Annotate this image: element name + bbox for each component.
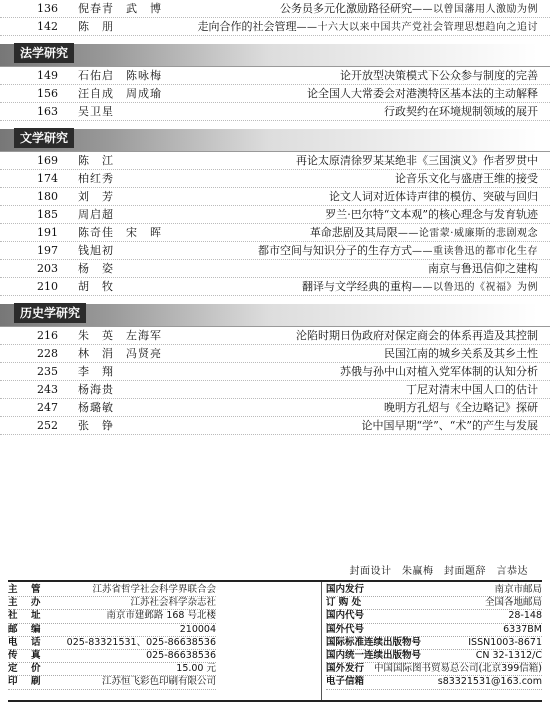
- imprint-value: 28-148: [508, 610, 542, 622]
- imprint-row: [326, 676, 542, 689]
- imprint-row: [8, 663, 216, 676]
- entry-main-title: 走向合作的社会管理: [197, 20, 297, 33]
- entry-title: [296, 152, 538, 169]
- imprint-row: [326, 584, 542, 597]
- imprint-row: [8, 676, 216, 689]
- entry-authors: 杨璐敏: [78, 401, 114, 414]
- toc-entry[interactable]: [0, 381, 550, 399]
- entry-authors: 陈奇佳 宋 晖: [78, 226, 162, 239]
- entry-title: [310, 224, 538, 242]
- imprint-row: [326, 663, 542, 676]
- toc-entry[interactable]: [0, 399, 550, 417]
- entry-main-title: 行政契约在环境规制领域的展开: [384, 105, 538, 118]
- page-number: 174: [37, 172, 58, 185]
- imprint-key: 国内统一连续出版物号: [326, 649, 422, 661]
- entry-subtitle: ——十六大以来中国共产党社会管理思想趋向之追讨: [296, 22, 538, 33]
- toc-entry[interactable]: [0, 152, 550, 170]
- page-number: 180: [37, 190, 58, 203]
- toc-entry[interactable]: [0, 188, 550, 206]
- page-number: 210: [37, 280, 58, 293]
- entry-title: [384, 345, 538, 362]
- imprint-row: [326, 637, 542, 650]
- imprint-key: 国内发行: [326, 584, 365, 595]
- imprint-value: 南京市建邺路 168 号北楼: [106, 610, 216, 622]
- imprint-key: 国内代号: [326, 610, 365, 622]
- entry-main-title: 论文人词对近体诗声律的模仿、突破与回归: [329, 190, 538, 203]
- toc-entry[interactable]: [0, 103, 550, 121]
- page-number: 191: [37, 226, 58, 239]
- imprint-value: 6337BM: [503, 623, 542, 635]
- imprint-row: [326, 650, 542, 663]
- entry-title: [428, 260, 538, 277]
- entry-main-title: 苏俄与孙中山对植入党军体制的认知分析: [340, 365, 538, 378]
- entry-title: [384, 103, 538, 120]
- entry-authors: 石佑启 陈咏梅: [78, 69, 162, 82]
- entry-authors: 吴卫星: [78, 105, 114, 118]
- imprint-value: 15.00 元: [176, 663, 216, 675]
- imprint-value: 江苏社会科学杂志社: [130, 597, 216, 609]
- section-header: [0, 296, 550, 327]
- toc-entry[interactable]: [0, 85, 550, 103]
- imprint-value: s83321531@163.com: [437, 676, 542, 688]
- page-number: 163: [37, 105, 58, 118]
- page-number: 235: [37, 365, 58, 378]
- entry-subtitle: ——以鲁迅的《祝福》为例: [412, 282, 538, 293]
- section-header: [0, 36, 550, 67]
- imprint-key: 订 购 处: [326, 597, 362, 609]
- entry-title: [384, 399, 538, 416]
- imprint-key: 电 话: [8, 636, 43, 648]
- toc-entry[interactable]: [0, 67, 550, 85]
- imprint-row: [8, 597, 216, 610]
- imprint-row: [8, 650, 216, 663]
- entry-main-title: 南京与鲁迅信仰之建构: [428, 262, 538, 275]
- entry-title: [362, 417, 539, 434]
- entry-main-title: 公务员多元化激励路径研究: [280, 2, 412, 15]
- toc-entry[interactable]: [0, 242, 550, 260]
- imprint-left-column: [8, 584, 216, 690]
- entry-main-title: 革命悲剧及其局限: [309, 226, 398, 239]
- imprint-row: [8, 624, 216, 637]
- page-number: 142: [37, 20, 58, 33]
- section-bar: [0, 44, 538, 66]
- entry-subtitle: ——重读鲁迅的都市化生存: [412, 246, 538, 257]
- imprint-value: 中国国际图书贸易总公司(北京399信箱): [373, 663, 542, 675]
- entry-authors: 周启超: [78, 208, 114, 221]
- section-label: 法学研究: [14, 43, 74, 63]
- entry-title: [198, 18, 539, 36]
- imprint-value: 全国各地邮局: [484, 597, 542, 609]
- entry-title: [307, 85, 538, 102]
- imprint-key: 国外代号: [326, 623, 365, 635]
- toc-entry[interactable]: [0, 363, 550, 381]
- imprint-value: 南京市邮局: [494, 584, 542, 595]
- entry-authors: 张 铮: [78, 419, 114, 432]
- imprint-key: 主 办: [8, 597, 43, 609]
- page-number: 149: [37, 69, 58, 82]
- imprint-key: 国际标准连续出版物号: [326, 636, 422, 648]
- imprint-key: 社 址: [8, 610, 43, 622]
- toc-entry[interactable]: [0, 170, 550, 188]
- section-bar: [0, 129, 538, 151]
- toc-entry[interactable]: [0, 327, 550, 345]
- entry-authors: 陈 江: [78, 154, 114, 167]
- entry-main-title: 论中国早期“学”、“术”的产生与发展: [361, 419, 538, 432]
- cover-credit: 封面设计 朱赢梅 封面题辞 言恭达: [349, 566, 528, 577]
- entry-authors: 朱 英 左海军: [78, 329, 162, 342]
- entry-main-title: 罗兰·巴尔特“文本观”的核心理念与发育轨迹: [325, 208, 538, 221]
- toc-entry[interactable]: [0, 278, 550, 296]
- toc-entry[interactable]: [0, 417, 550, 435]
- imprint-value: 025-86638536: [146, 649, 216, 661]
- entry-main-title: 翻译与文学经典的重构: [302, 280, 412, 293]
- imprint-value: 210004: [179, 623, 216, 635]
- imprint-key: 印 刷: [8, 676, 43, 688]
- page-number: 136: [37, 2, 58, 15]
- imprint-row: [326, 597, 542, 610]
- entry-main-title: 民国江南的城乡关系及其乡土性: [384, 347, 538, 360]
- page-number: 185: [37, 208, 58, 221]
- entry-authors: 李 翔: [78, 365, 114, 378]
- entry-main-title: 论开放型决策模式下公众参与制度的完善: [340, 69, 538, 82]
- imprint-key: 电子信箱: [326, 676, 365, 688]
- imprint-row: [8, 584, 216, 597]
- section-label: 历史学研究: [14, 303, 86, 323]
- entry-authors: 杨 姿: [78, 262, 114, 275]
- imprint-value: 025-83321531、025-86638536: [66, 636, 216, 648]
- toc-entry[interactable]: [0, 0, 550, 18]
- page-number: 169: [37, 154, 58, 167]
- page-number: 247: [37, 401, 58, 414]
- entry-main-title: 沦陷时期日伪政府对保定商会的体系再造及其控制: [296, 329, 538, 342]
- entry-title: [406, 381, 538, 398]
- page-number: 243: [37, 383, 58, 396]
- entry-title: [280, 0, 538, 18]
- page-number: 197: [37, 244, 58, 257]
- entry-authors: 刘 芳: [78, 190, 114, 203]
- imprint-key: 传 真: [8, 649, 43, 661]
- imprint-divider: [321, 582, 322, 700]
- imprint-key: 主 管: [8, 584, 43, 595]
- entry-title: [329, 188, 538, 205]
- entry-subtitle: ——论雷蒙·威廉斯的悲剧观念: [397, 228, 538, 239]
- page-number: 228: [37, 347, 58, 360]
- imprint-row: [8, 610, 216, 623]
- imprint-row: [326, 610, 542, 623]
- imprint-value: ISSN1003-8671: [468, 636, 542, 648]
- entry-authors: 胡 牧: [78, 280, 114, 293]
- page-number: 156: [37, 87, 58, 100]
- section-label: 文学研究: [14, 128, 74, 148]
- page-number: 252: [37, 419, 58, 432]
- imprint-box: [8, 580, 542, 702]
- entry-title: [296, 327, 538, 344]
- entry-title: [258, 242, 538, 260]
- imprint-value: 江苏恒飞彩色印刷有限公司: [101, 676, 216, 688]
- entry-title: [340, 363, 538, 380]
- imprint-key: 邮 编: [8, 623, 43, 635]
- entry-main-title: 论全国人大常委会对港澳特区基本法的主动解释: [307, 87, 538, 100]
- toc-entry[interactable]: [0, 206, 550, 224]
- entry-authors: 倪春青 武 博: [78, 2, 162, 15]
- entry-title: [395, 170, 538, 187]
- entry-authors: 林 涓 冯贤亮: [78, 347, 162, 360]
- entry-main-title: 都市空间与知识分子的生存方式: [258, 244, 412, 257]
- imprint-row: [8, 637, 216, 650]
- entry-authors: 陈 朋: [78, 20, 114, 33]
- imprint-value: CN 32-1312/C: [475, 649, 542, 661]
- imprint-value: 江苏省哲学社会科学界联合会: [92, 584, 216, 595]
- entry-main-title: 论音乐文化与盛唐王维的接受: [395, 172, 538, 185]
- entry-authors: 钱旭初: [78, 244, 114, 257]
- entry-authors: 汪自成 周成瑜: [78, 87, 162, 100]
- entry-main-title: 晚明方孔炤与《全边略记》探研: [384, 401, 538, 414]
- entry-title: [340, 67, 538, 84]
- entry-main-title: 再论太原清徐罗某某绝非《三国演义》作者罗贯中: [296, 154, 538, 167]
- entry-title: [302, 278, 538, 296]
- toc-entry[interactable]: [0, 260, 550, 278]
- imprint-key: 国外发行: [326, 663, 365, 675]
- page-number: 203: [37, 262, 58, 275]
- toc-entry[interactable]: [0, 224, 550, 242]
- imprint-row: [326, 624, 542, 637]
- entry-subtitle: ——以曾国藩用人激励为例: [412, 4, 538, 15]
- imprint-right-column: [326, 584, 542, 690]
- entry-title: [325, 206, 538, 223]
- section-header: [0, 121, 550, 152]
- toc-entry[interactable]: [0, 345, 550, 363]
- entry-authors: 柏红秀: [78, 172, 114, 185]
- page-number: 216: [37, 329, 58, 342]
- entry-main-title: 丁尼对清末中国人口的估计: [406, 383, 538, 396]
- entry-authors: 杨海贵: [78, 383, 114, 396]
- toc-entry[interactable]: [0, 18, 550, 36]
- imprint-key: 定 价: [8, 663, 43, 675]
